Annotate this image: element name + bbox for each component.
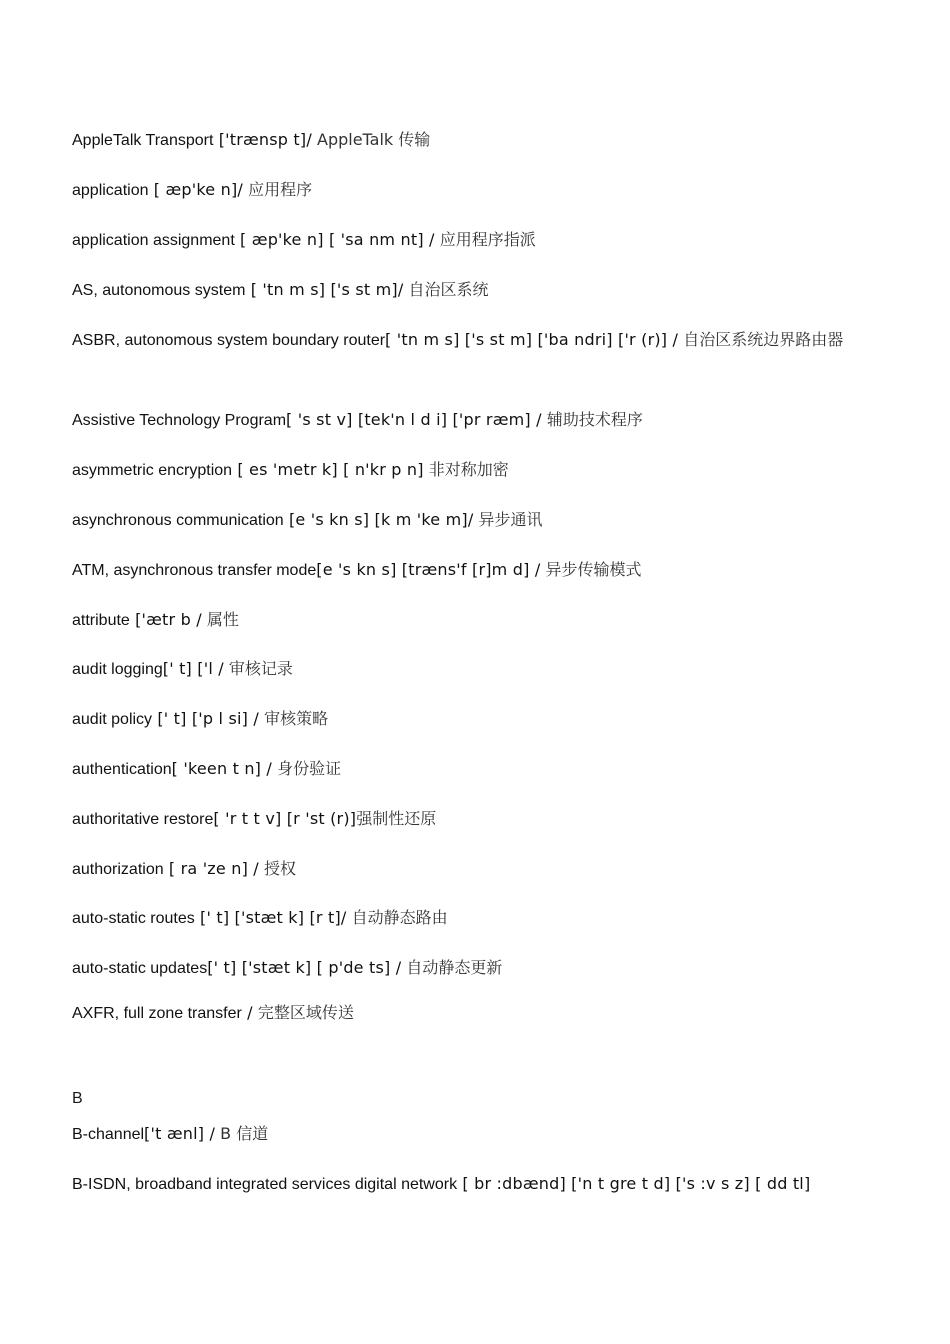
entry-phonetic: [ æp'ke n]/ — [148, 180, 243, 199]
entry-phonetic: [ ra 'ze n] / — [163, 859, 259, 878]
entry-phonetic: [e 's kn s] [k m 'ke m]/ — [283, 510, 474, 529]
entry-chinese: 审核记录 — [223, 659, 293, 678]
entry-term: authoritative restore — [72, 811, 214, 828]
entry-term: asymmetric encryption — [72, 462, 233, 479]
glossary-entry — [72, 808, 890, 831]
glossary-entry — [72, 279, 890, 302]
entry-phonetic: ['trænsp t]/ — [213, 130, 312, 149]
entry-chinese: 授权 — [258, 859, 296, 878]
entry-chinese: 审核策略 — [258, 709, 329, 728]
entry-chinese: 应用程序 — [242, 180, 313, 199]
entry-phonetic: [ 'keen t n] / — [171, 759, 272, 778]
entry-term: auto-static routes — [72, 910, 195, 927]
entry-term: authorization — [72, 861, 164, 878]
entry-chinese: 强制性还原 — [356, 809, 437, 828]
entry-chinese: B 信道 — [215, 1124, 269, 1143]
glossary-entry — [72, 907, 890, 930]
entry-term: Assistive Technology Program — [72, 412, 287, 429]
entry-phonetic: [ es 'metr k] [ n'kr p n] — [232, 460, 424, 479]
glossary-entry — [72, 758, 890, 781]
glossary-entry — [72, 1123, 890, 1146]
glossary-entry — [72, 229, 890, 252]
glossary-entry — [72, 957, 890, 980]
entry-term: ASBR, autonomous system boundary router — [72, 332, 386, 349]
entry-term: application — [72, 182, 149, 199]
entry-chinese: 自治区系统边界路由器 — [678, 330, 844, 349]
glossary-entry — [72, 858, 890, 881]
entry-chinese: 身份验证 — [272, 759, 342, 778]
section-letter: B — [72, 1090, 83, 1107]
entry-term: ATM, asynchronous transfer mode — [72, 562, 317, 579]
entry-chinese: 应用程序指派 — [434, 230, 536, 249]
entry-phonetic: [ 'tn m s] ['s st m]/ — [245, 280, 404, 299]
glossary-entry — [72, 318, 892, 363]
glossary-entry — [72, 1002, 890, 1025]
entry-chinese: 异步传输模式 — [540, 560, 642, 579]
entry-chinese: AppleTalk 传输 — [311, 130, 431, 149]
entry-phonetic: [e 's kn s] [træns'f [r]m d] / — [316, 560, 541, 579]
entry-chinese: 辅助技术程序 — [541, 410, 643, 429]
entry-chinese: 自治区系统 — [403, 280, 489, 299]
entry-term: audit logging — [72, 661, 163, 678]
entry-term: attribute — [72, 612, 130, 629]
entry-term: audit policy — [72, 711, 153, 728]
entry-phonetic: [' t] ['l / — [162, 659, 224, 678]
glossary-entry — [72, 459, 890, 482]
glossary-entry — [72, 559, 890, 582]
entry-term: AXFR, full zone transfer — [72, 1005, 242, 1022]
entry-phonetic: [' t] ['stæt k] [r t]/ — [194, 908, 347, 927]
glossary-entry — [72, 1173, 890, 1196]
glossary-entry — [72, 609, 890, 632]
entry-phonetic: [ 'r t t v] [r 'st (r)] — [213, 809, 357, 828]
entry-chinese: 自动静态路由 — [346, 908, 448, 927]
entry-phonetic: [ æp'ke n] [ 'sa nm nt] / — [234, 230, 435, 249]
entry-phonetic: [ 'tn m s] ['s st m] ['ba ndri] ['r (r)] / — [385, 330, 679, 349]
entry-chinese: 自动静态更新 — [401, 958, 503, 977]
entry-phonetic: [' t] ['p l si] / — [152, 709, 259, 728]
glossary-entry — [72, 708, 890, 731]
entry-chinese: 异步通讯 — [473, 510, 543, 529]
entry-term: AppleTalk Transport — [72, 132, 214, 149]
entry-term: B-ISDN, broadband integrated services digital network — [72, 1176, 458, 1193]
entry-phonetic: [ 's st v] [tek'n l d i] ['pr ræm] / — [286, 410, 542, 429]
entry-phonetic: [' t] ['stæt k] [ p'de ts] / — [207, 958, 402, 977]
entry-phonetic: ['t ænl] / — [144, 1124, 216, 1143]
entry-term: B-channel — [72, 1126, 145, 1143]
entry-term: AS, autonomous system — [72, 282, 246, 299]
entry-chinese: 非对称加密 — [423, 460, 509, 479]
entry-phonetic: ['ætr b / — [129, 610, 202, 629]
entry-term: auto-static updates — [72, 960, 208, 977]
glossary-entry — [72, 409, 890, 432]
glossary-entry — [72, 509, 890, 532]
glossary-entry — [72, 658, 890, 681]
entry-phonetic: / — [241, 1003, 253, 1022]
glossary-entry — [72, 179, 890, 202]
entry-chinese: 完整区域传送 — [252, 1003, 354, 1022]
entry-phonetic: [ br :dbænd] ['n t gre t d] ['s :v s z] [ dd tl] — [457, 1174, 811, 1193]
entry-term: authentication — [72, 761, 172, 778]
entry-term: application assignment — [72, 232, 235, 249]
entry-chinese: 属性 — [201, 610, 239, 629]
glossary-entry — [72, 129, 890, 152]
entry-term: asynchronous communication — [72, 512, 284, 529]
